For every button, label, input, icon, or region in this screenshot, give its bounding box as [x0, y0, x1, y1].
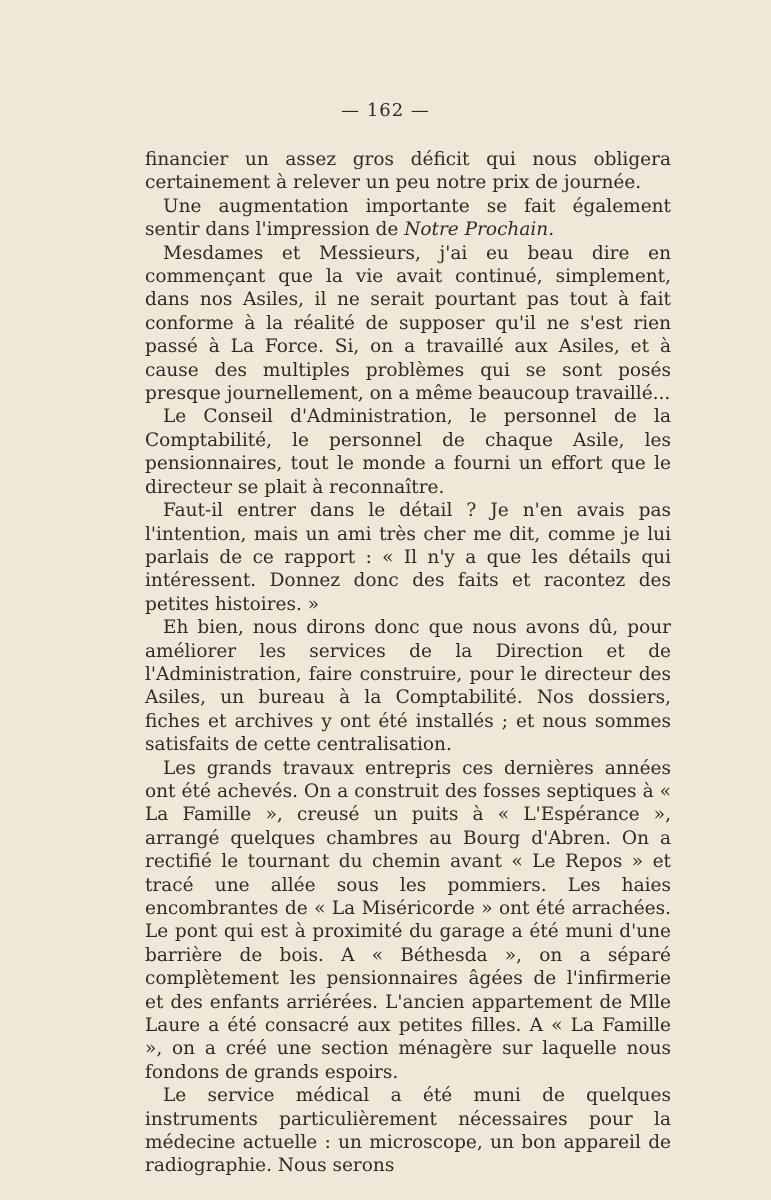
publication-title: Notre Prochain. — [404, 219, 555, 241]
paragraph-6: Eh bien, nous dirons donc que nous avons dû, pour améliorer les services de la Direction et de l'Administration, faire construire, pour le directeur des Asiles, un bureau à la Comptabilité. Nos dossiers, fiches et archives y ont été installés ; et nous sommes satisfaits de cette centralisation. — [145, 617, 671, 756]
paragraph-2 — [145, 195, 671, 242]
paragraph-3: Mesdames et Messieurs, j'ai eu beau dire en commençant que la vie avait continué, simplement, dans nos Asiles, il ne serait pourtant pas tout à fait conforme à la réalité de supposer qu'il ne s'est rien passé à La Force. Si, on a travaillé aux Asiles, et à cause des multiples problèmes qui se sont posés presque journellement, on a même beaucoup travaillé... — [145, 242, 671, 405]
body-text — [145, 148, 671, 1178]
paragraph-1: financier un assez gros déficit qui nous obligera certainement à relever un peu notre prix de journée. — [145, 149, 671, 194]
paragraph-8: Le service médical a été muni de quelques instruments particulièrement nécessaires pour la médecine actuelle : un microscope, un bon appareil de radiographie. Nous serons — [145, 1085, 671, 1177]
paragraph-4: Le Conseil d'Administration, le personnel de la Comptabilité, le personnel de chaque Asile, les pensionnaires, tout le monde a fourni un effort que le directeur se plait à reconnaître. — [145, 406, 671, 498]
paragraph-2-text: Une augmentation importante se fait également sentir dans l'impression de — [145, 195, 671, 241]
paragraph-7: Les grands travaux entrepris ces dernières années ont été achevés. On a construit des fosses septiques à « La Famille », creusé un puits à « L'Espérance », arrangé quelques chambres au Bourg d'Abren. On a rectifié le tournant du chemin avant « Le Repos » et tracé une allée sous les pommiers. Les haies encombrantes de « La Miséricorde » ont été arrachées. Le pont qui est à proximité du garage a été muni d'une barrière de bois. A « Béthesda », on a séparé complètement les pensionnaires âgées de l'infirmerie et des enfants arriérées. L'ancien appartement de Mlle Laure a été consacré aux petites filles. A « La Famille », on a créé une section ménagère sur laquelle nous fondons de grands espoirs. — [145, 757, 671, 1083]
paragraph-5: Faut-il entrer dans le détail ? Je n'en avais pas l'intention, mais un ami très cher me dit, comme je lui parlais de ce rapport : « Il n'y a que les détails qui intéressent. Donnez donc des faits et racontez des petites histoires. » — [145, 500, 671, 615]
page-number: — 162 — — [341, 100, 430, 121]
